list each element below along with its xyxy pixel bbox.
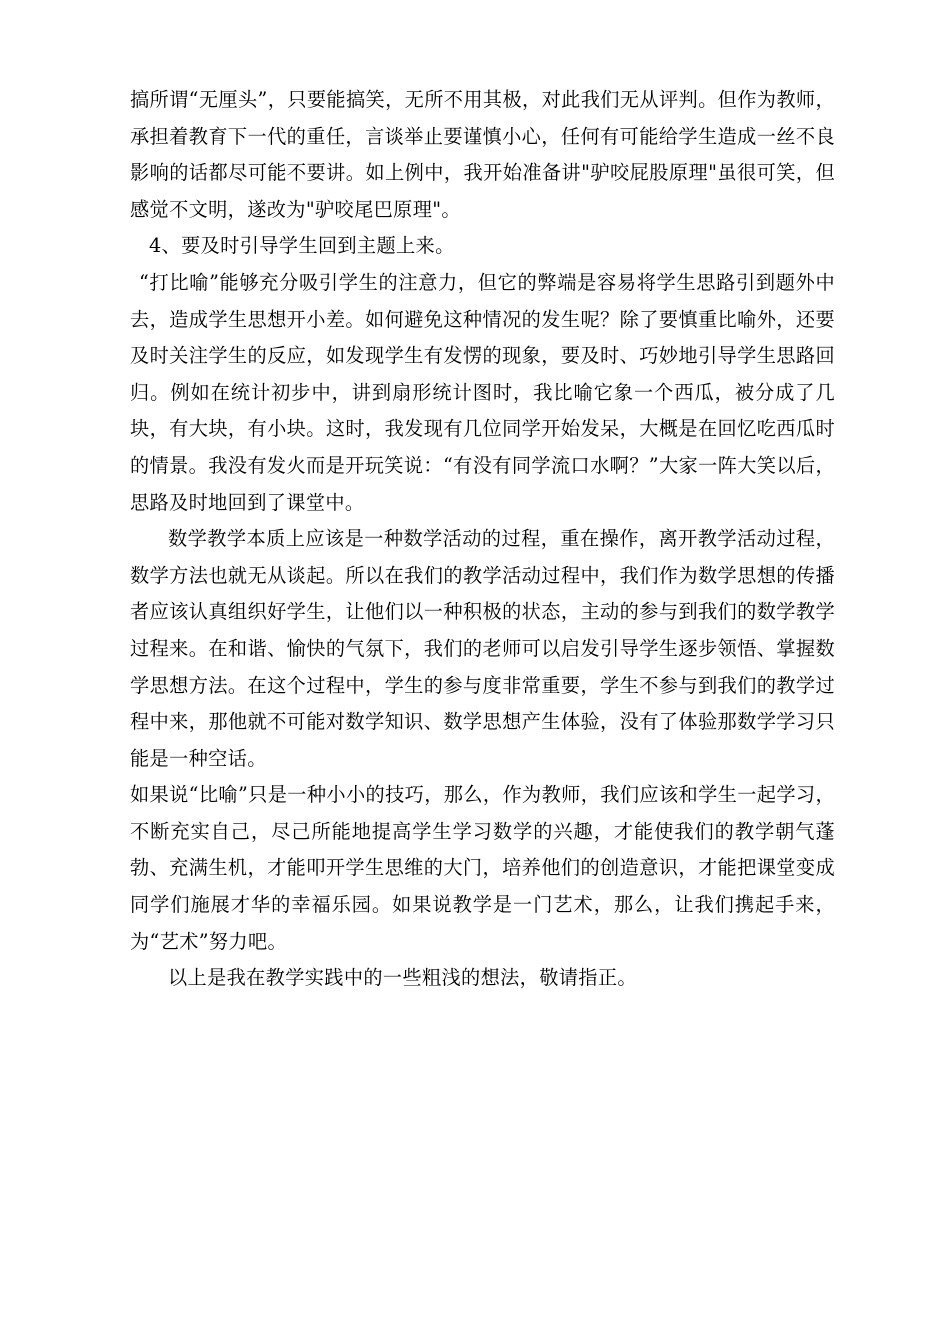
paragraph-closing: 以上是我在教学实践中的一些粗浅的想法，敬请指正。 [168,966,637,990]
document-body [130,82,835,997]
paragraph-math-activity: 数学教学本质上应该是一种数学活动的过程，重在操作，离开教学活动过程，数学方法也就无从谈起。所以在我们的教学活动过程中，我们作为数学思想的传播者应该认真组织好学生，让他们以一种积极的状态，主动的参与到我们的数学教学过程来。在和谐、愉快的气氛下，我们的老师可以启发引导学生逐步领悟、掌握数学思想方法。在这个过程中，学生的参与度非常重要，学生不参与到我们的教学过程中来，那他就不可能对数学知识、数学思想产生体验，没有了体验那数学学习只能是一种空话。 [130,527,835,770]
paragraph-continuation: 搞所谓“无厘头”，只要能搞笑，无所不用其极，对此我们无从评判。但作为教师，承担着教育下一代的重任，言谈举止要谨慎小心，任何有可能给学生造成一丝不良影响的话都尽可能不要讲。如上例中，我开始准备讲"驴咬屁股原理"虽很可笑，但感觉不文明，遂改为"驴咬尾巴原理"。 [130,88,835,221]
paragraph-metaphor-guidance: “打比喻”能够充分吸引学生的注意力，但它的弊端是容易将学生思路引到题外中去，造成学生思想开小差。如何避免这种情况的发生呢？除了要慎重比喻外，还要及时关注学生的反应，如发现学生有发愣的现象，要及时、巧妙地引导学生思路回归。例如在统计初步中，讲到扇形统计图时，我比喻它象一个西瓜，被分成了几块，有大块，有小块。这时，我发现有几位同学开始发呆，大概是在回忆吃西瓜时的情景。我没有发火而是开玩笑说：“有没有同学流口水啊？”大家一阵大笑以后，思路及时地回到了课堂中。 [130,270,835,514]
section-heading: 4、要及时引导学生回到主题上来。 [149,234,455,258]
paragraph-conclusion: 如果说“比喻”只是一种小小的技巧，那么，作为教师，我们应该和学生一起学习，不断充实自己，尽己所能地提高学生学习数学的兴趣，才能使我们的教学朝气蓬勃、充满生机，才能叩开学生思维的大门，培养他们的创造意识，才能把课堂变成同学们施展才华的幸福乐园。如果说教学是一门艺术，那么，让我们携起手来，为“艺术”努力吧。 [130,783,835,953]
